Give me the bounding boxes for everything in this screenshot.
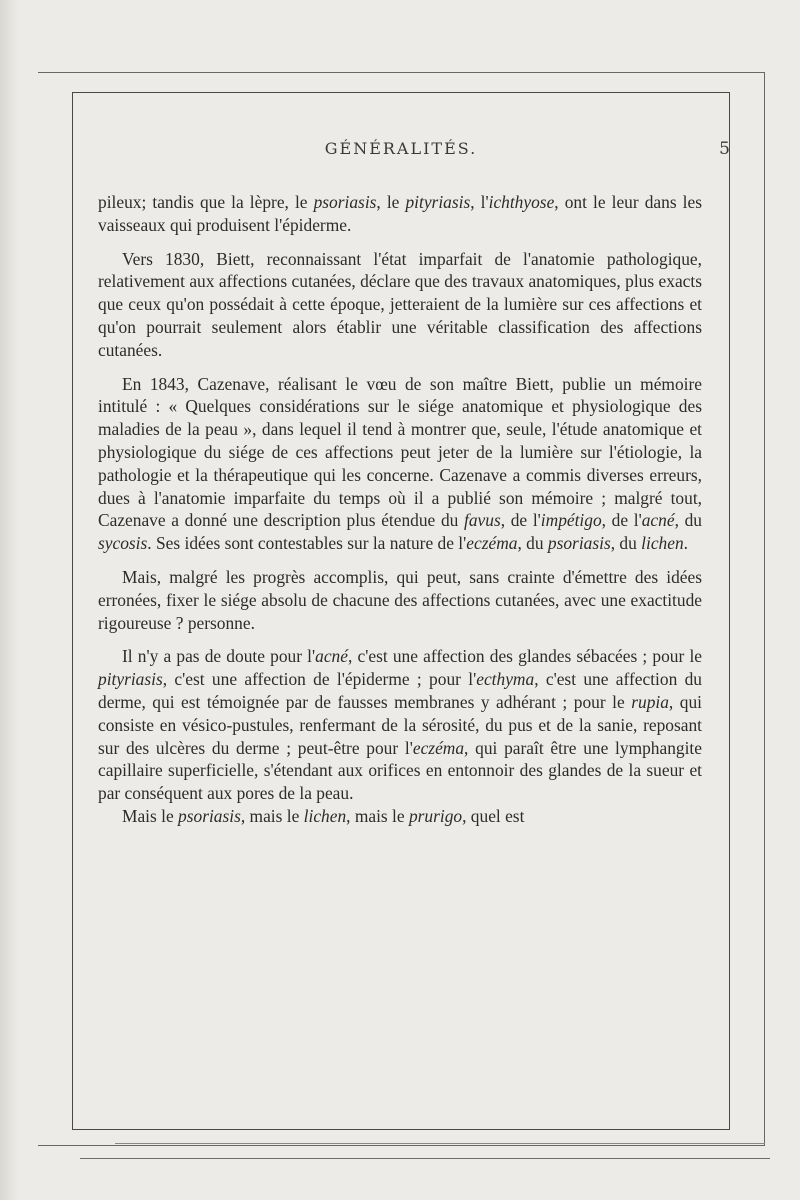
paragraph-5 (98, 645, 702, 805)
para1-term-pityriasis: pityriasis (405, 192, 471, 212)
paragraph-3 (98, 373, 702, 555)
para1-seg4: , l' (470, 192, 489, 212)
para6-seg4: , mais le (346, 805, 409, 826)
running-title: GÉNÉRALITÉS. (324, 139, 478, 158)
para5-term-eczema: eczéma (412, 737, 465, 758)
page-gutter-shadow (0, 0, 18, 1200)
para3-seg0: En 1843, Cazenave, réalisant le vœu de son maître Biett, publie un mémoire intitulé : « Quelques considérations sur le siége anatomique et physiologique des maladies de la peau », dans lequel il tend à montrer que, seule, l'étude anatomique et physiologique du siége de ces affections peut jeter de la lumière sur l'étiologie, la pathologie et la thérapeutique qui les concerne. Cazenave a commis diverses erreurs, dues à l'anatomie imparfaite du temps où il a publié son mémoire ; malgré tout, Cazenave a donné une description plus étendue du (98, 373, 702, 531)
para3-term-psoriasis: psoriasis (547, 533, 611, 554)
running-header (72, 139, 730, 163)
para5-seg10: , qui paraît être une lymphangite capillaire superficielle, s'étendant aux orifices en entonnoir des glandes de la sueur et par conséquent aux pores de la peau. (98, 737, 702, 804)
bottom-rule-upper (115, 1143, 765, 1144)
para6-term-psoriasis: psoriasis (178, 805, 241, 826)
para3-term-sycosis: sycosis (98, 533, 148, 554)
para4-text: Mais, malgré les progrès accomplis, qui peut, sans crainte d'émettre des idées erronées, fixer le siége absolu de chacune des affections cutanées, avec une exactitude rigoureuse ? personne. (98, 566, 702, 633)
para5-seg0: Il n'y a pas de doute pour l' (122, 646, 316, 667)
para3-seg10: , du (517, 533, 548, 554)
para1-seg0: pileux; tandis que la lèpre, le (98, 192, 314, 212)
page-number: 5 (719, 139, 730, 159)
paragraph-4 (98, 566, 702, 634)
para3-seg6: , du (674, 510, 702, 531)
para3-seg8: . Ses idées sont contestables sur la nature de l' (147, 533, 467, 554)
para6-seg6: , quel est (462, 805, 525, 826)
para5-seg6: , c'est une affection du derme, qui est témoignée par de fausses membranes y adhérant ; pour le (98, 669, 702, 712)
para3-term-acne: acné (641, 510, 675, 531)
para1-seg6: , ont le leur dans les vaisseaux qui produisent l'épiderme. (98, 192, 703, 235)
para3-seg14: . (683, 533, 689, 554)
para6-term-lichen: lichen (303, 805, 347, 826)
para5-term-rupia: rupia (631, 691, 669, 712)
para1-term-psoriasis: psoriasis (313, 192, 377, 212)
para3-term-eczema: eczéma (466, 533, 518, 554)
para6-seg0: Mais le (122, 805, 179, 826)
body-text (98, 191, 702, 828)
para3-term-favus: favus (464, 510, 501, 531)
para5-term-ecthyma: ecthyma (476, 669, 535, 690)
para1-seg2: , le (376, 192, 406, 212)
para5-term-acne: acné (315, 646, 348, 667)
para3-seg12: , du (610, 533, 642, 554)
para3-term-impetigo: impétigo (540, 510, 602, 531)
para5-seg4: , c'est une affection de l'épiderme ; pour l' (162, 669, 477, 690)
para3-seg4: , de l' (601, 510, 642, 531)
para1-term-ichthyose: ichthyose (488, 192, 555, 212)
paragraph-6 (98, 805, 702, 828)
para5-term-pityriasis: pityriasis (98, 669, 163, 690)
para6-term-prurigo: prurigo (408, 805, 463, 826)
para3-term-lichen: lichen (641, 533, 684, 554)
paragraph-1 (98, 191, 702, 237)
para5-seg2: , c'est une affection des glandes sébacées ; pour le (347, 646, 703, 667)
paragraph-2 (98, 248, 702, 362)
bottom-rule-lower (80, 1158, 770, 1159)
para3-seg2: , de l' (500, 510, 541, 531)
para2-text: Vers 1830, Biett, reconnaissant l'état imparfait de l'anatomie pathologique, relativement aux affections cutanées, déclare que des travaux anatomiques, plus exacts que ceux qu'on possédait à cette époque, jetteraient de la lumière sur ces affections et qu'on pourrait seulement alors établir une véritable classification des affections cutanées. (98, 248, 702, 360)
para5-seg8: , qui consiste en vésico-pustules, renfermant de la sérosité, du pus et de la sanie, reposant sur des ulcères du derme ; peut-être pour l' (98, 691, 703, 758)
para6-seg2: , mais le (240, 805, 304, 826)
